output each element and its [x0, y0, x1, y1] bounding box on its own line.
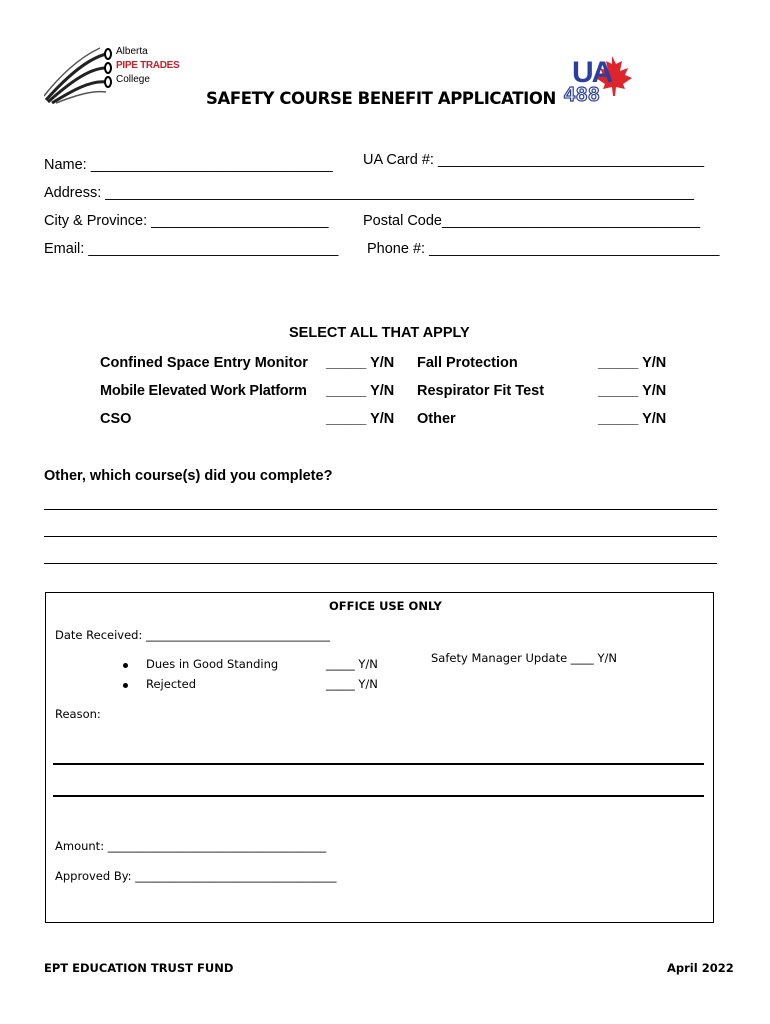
courses-heading: SELECT ALL THAT APPLY — [289, 325, 470, 341]
course-name-respirator: Respirator Fit Test — [417, 383, 545, 399]
name-field[interactable]: Name: ______________________________ — [44, 157, 333, 173]
form-title: SAFETY COURSE BENEFIT APPLICATION — [206, 89, 556, 108]
course-name-fall-protection: Fall Protection — [417, 355, 518, 371]
date-received-field[interactable]: Date Received: ________________________________ — [55, 628, 330, 642]
reason-line-1[interactable] — [53, 763, 704, 765]
office-use-title: OFFICE USE ONLY — [329, 599, 442, 613]
course-yn-other[interactable]: _____ Y/N — [598, 411, 667, 427]
course-yn-fall-protection[interactable]: _____ Y/N — [598, 355, 667, 371]
course-yn-respirator[interactable]: _____ Y/N — [598, 383, 667, 399]
rejected-label: Rejected — [146, 677, 197, 691]
other-answer-line-3[interactable] — [44, 563, 717, 564]
footer-date: April 2022 — [667, 961, 734, 975]
address-field[interactable]: Address: _________________________________________________________________________ — [44, 185, 694, 201]
phone-field[interactable]: Phone #: ____________________________________ — [367, 241, 720, 257]
college-logo-line3: College — [116, 74, 150, 85]
college-logo-line2: PIPE TRADES — [116, 60, 180, 71]
course-name-confined-space: Confined Space Entry Monitor — [100, 355, 308, 371]
ua-488-logo — [562, 54, 638, 108]
college-logo-line1: Alberta — [116, 46, 148, 57]
course-yn-cso[interactable]: _____ Y/N — [326, 411, 395, 427]
course-name-mewp: Mobile Elevated Work Platform — [100, 383, 307, 399]
footer-fund-name: EPT EDUCATION TRUST FUND — [44, 961, 234, 975]
course-yn-mewp[interactable]: _____ Y/N — [326, 383, 395, 399]
ua-number: 488 — [564, 84, 601, 106]
course-name-cso: CSO — [100, 411, 132, 427]
college-logo — [44, 44, 180, 104]
ua-letters: UA — [572, 56, 612, 89]
postal-code-field[interactable]: Postal Code________________________________ — [363, 213, 701, 229]
safety-manager-update[interactable]: Safety Manager Update ____ Y/N — [431, 651, 617, 665]
other-answer-line-1[interactable] — [44, 509, 717, 510]
course-yn-confined-space[interactable]: _____ Y/N — [326, 355, 395, 371]
bullet-icon — [123, 663, 128, 668]
bullet-icon — [123, 683, 128, 688]
reason-line-2[interactable] — [53, 795, 704, 797]
rejected-yn[interactable]: _____ Y/N — [326, 677, 378, 691]
dues-good-standing-label: Dues in Good Standing — [146, 657, 279, 671]
other-courses-question: Other, which course(s) did you complete? — [44, 468, 333, 484]
approved-by-field[interactable]: Approved By: ___________________________________ — [55, 869, 337, 883]
city-province-field[interactable]: City & Province: ______________________ — [44, 213, 329, 229]
dues-good-standing-yn[interactable]: _____ Y/N — [326, 657, 378, 671]
other-answer-line-2[interactable] — [44, 536, 717, 537]
ua-card-field[interactable]: UA Card #: _________________________________ — [363, 152, 705, 168]
amount-field[interactable]: Amount: ______________________________________ — [55, 839, 327, 853]
reason-label: Reason: — [55, 707, 101, 721]
course-name-other: Other — [417, 411, 456, 427]
email-field[interactable]: Email: _______________________________ — [44, 241, 339, 257]
